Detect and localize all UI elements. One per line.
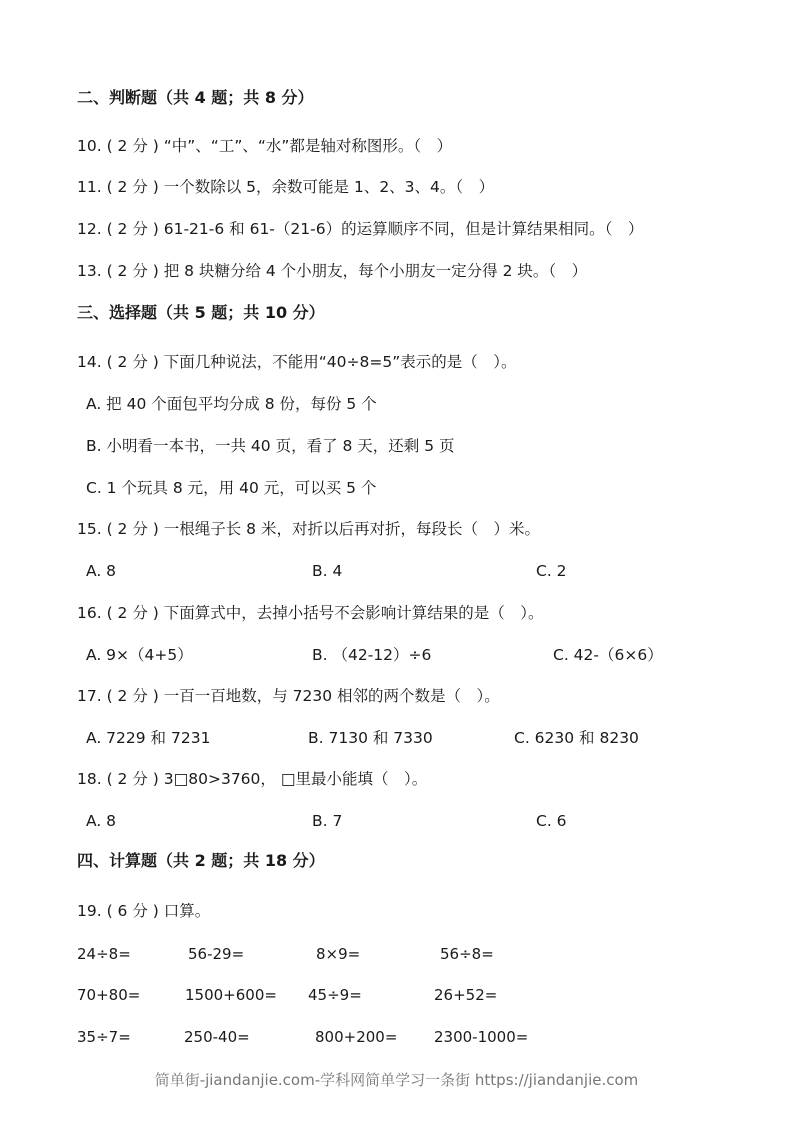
calc-item: 800+200= bbox=[315, 1028, 398, 1046]
section-heading-calculation: 四、计算题（共 2 题；共 18 分） bbox=[77, 851, 325, 870]
section-heading-judgement: 二、判断题（共 4 题；共 8 分） bbox=[77, 88, 314, 107]
question-17: 17. ( 2 分 ) 一百一百地数，与 7230 相邻的两个数是（ ）。 bbox=[77, 687, 500, 705]
q14-option-c: C. 1 个玩具 8 元，用 40 元，可以买 5 个 bbox=[86, 479, 377, 497]
calc-item: 70+80= bbox=[77, 986, 141, 1004]
calc-item: 24÷8= bbox=[77, 945, 131, 963]
q18-option-c: C. 6 bbox=[536, 812, 567, 830]
question-12: 12. ( 2 分 ) 61-21-6 和 61-（21-6）的运算顺序不同，但是计算结果相同。（ ） bbox=[77, 220, 644, 238]
q15-option-b: B. 4 bbox=[312, 562, 343, 580]
calc-item: 56-29= bbox=[188, 945, 245, 963]
calc-item: 8×9= bbox=[316, 945, 361, 963]
page-footer: 简单街-jiandanjie.com-学科网简单学习一条街 https://jiandanjie.com bbox=[154, 1071, 639, 1089]
calc-item: 1500+600= bbox=[185, 986, 277, 1004]
calc-item: 35÷7= bbox=[77, 1028, 131, 1046]
q17-option-c: C. 6230 和 8230 bbox=[514, 729, 639, 747]
question-10: 10. ( 2 分 ) “中”、“工”、“水”都是轴对称图形。（ ） bbox=[77, 137, 453, 155]
q15-option-a: A. 8 bbox=[86, 562, 117, 580]
q16-option-c: C. 42-（6×6） bbox=[553, 646, 663, 664]
q17-option-a: A. 7229 和 7231 bbox=[86, 729, 211, 747]
q16-option-b: B. （42-12）÷6 bbox=[312, 646, 432, 664]
question-15: 15. ( 2 分 ) 一根绳子长 8 米，对折以后再对折，每段长（ ）米。 bbox=[77, 520, 540, 538]
question-19: 19. ( 6 分 ) 口算。 bbox=[77, 902, 211, 920]
question-14: 14. ( 2 分 ) 下面几种说法，不能用“40÷8=5”表示的是（ ）。 bbox=[77, 353, 517, 371]
calc-item: 2300-1000= bbox=[434, 1028, 529, 1046]
calc-item: 26+52= bbox=[434, 986, 498, 1004]
q17-option-b: B. 7130 和 7330 bbox=[308, 729, 433, 747]
q18-option-a: A. 8 bbox=[86, 812, 117, 830]
q14-option-b: B. 小明看一本书，一共 40 页，看了 8 天，还剩 5 页 bbox=[86, 437, 455, 455]
calc-item: 45÷9= bbox=[308, 986, 362, 1004]
question-16: 16. ( 2 分 ) 下面算式中，去掉小括号不会影响计算结果的是（ ）。 bbox=[77, 604, 544, 622]
calc-item: 56÷8= bbox=[440, 945, 494, 963]
section-heading-choice: 三、选择题（共 5 题；共 10 分） bbox=[77, 303, 325, 322]
question-11: 11. ( 2 分 ) 一个数除以 5，余数可能是 1、2、3、4。（ ） bbox=[77, 178, 495, 196]
question-18: 18. ( 2 分 ) 3□80>3760， □里最小能填（ ）。 bbox=[77, 770, 428, 788]
q16-option-a: A. 9×（4+5） bbox=[86, 646, 193, 664]
q15-option-c: C. 2 bbox=[536, 562, 567, 580]
q18-option-b: B. 7 bbox=[312, 812, 343, 830]
q14-option-a: A. 把 40 个面包平均分成 8 份，每份 5 个 bbox=[86, 395, 377, 413]
question-13: 13. ( 2 分 ) 把 8 块糖分给 4 个小朋友，每个小朋友一定分得 2 块。（ ） bbox=[77, 262, 588, 280]
calc-item: 250-40= bbox=[184, 1028, 250, 1046]
